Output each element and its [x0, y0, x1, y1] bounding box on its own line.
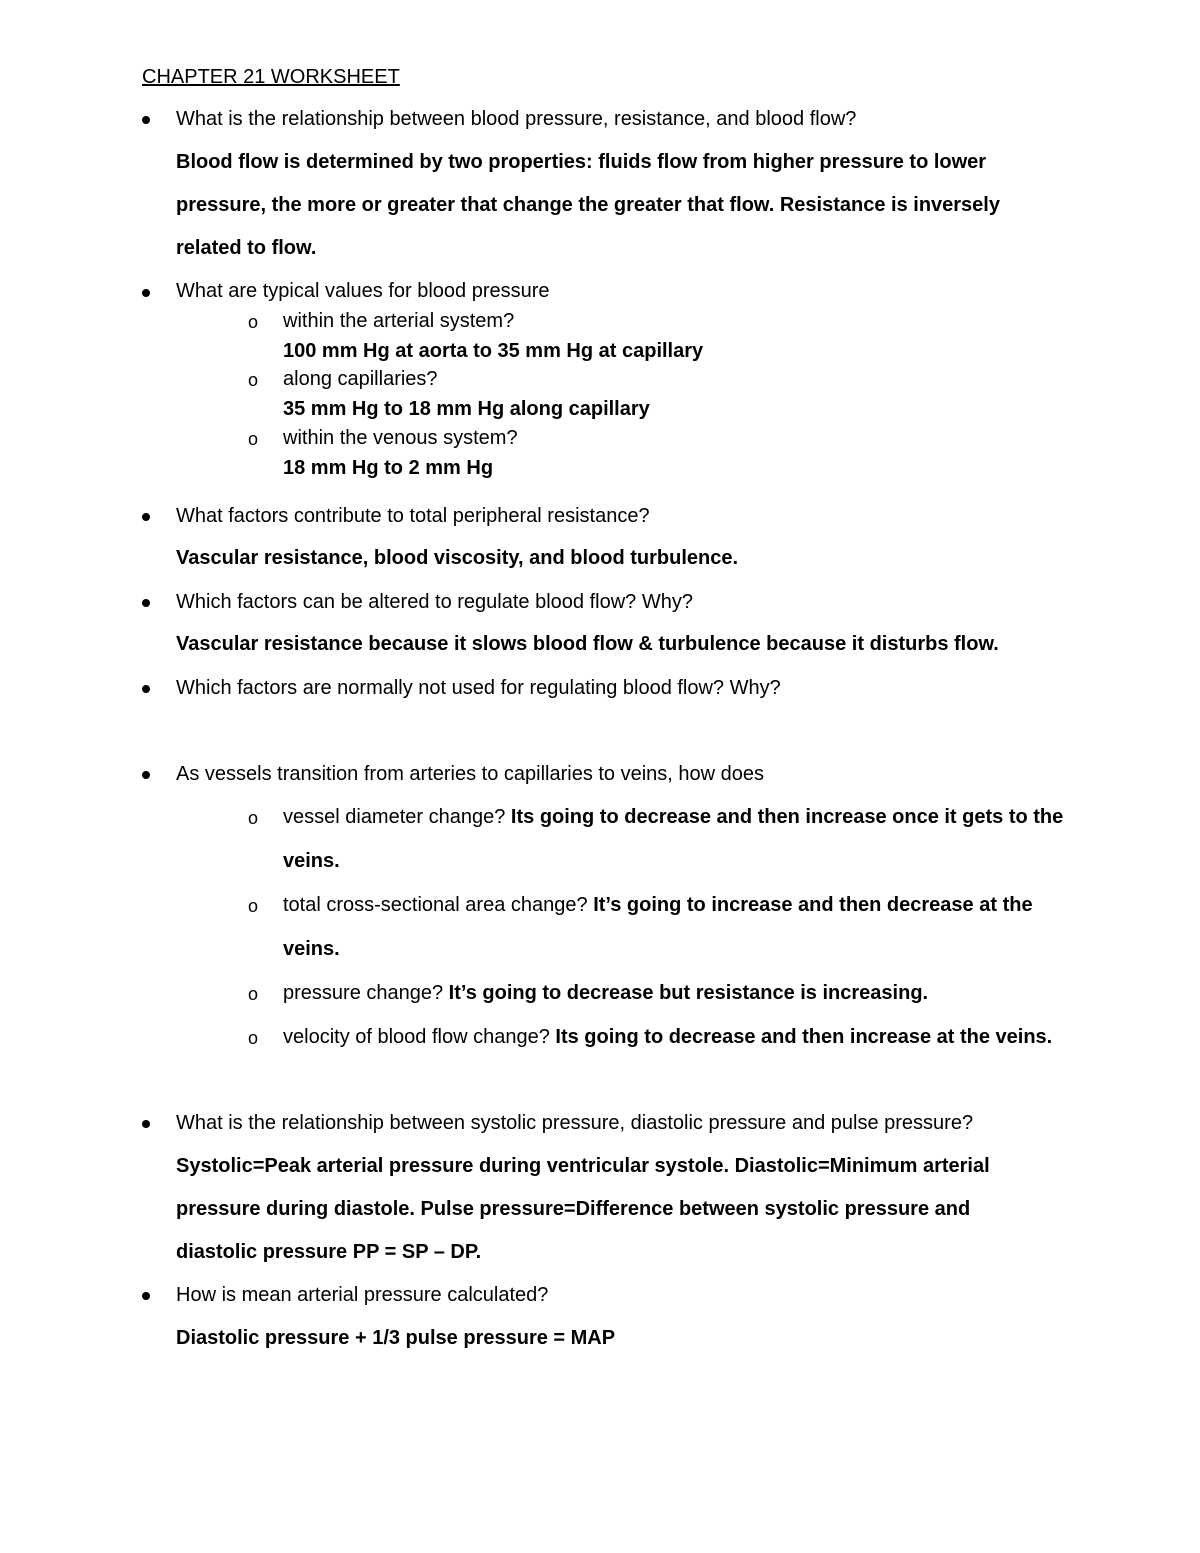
bullet-icon — [142, 599, 150, 607]
answer-6-sub-4: Its going to decrease and then increase at the veins. — [555, 1026, 1053, 1048]
question-2-sub-1: within the arterial system? — [283, 310, 515, 332]
question-7: What is the relationship between systolic pressure, diastolic pressure and pulse pressure? — [176, 1112, 974, 1134]
question-8: How is mean arterial pressure calculated? — [176, 1284, 549, 1306]
answer-2-sub-1: 100 mm Hg at aorta to 35 mm Hg at capillary — [283, 340, 704, 362]
question-6-sub-2-text: total cross-sectional area change? — [283, 894, 594, 916]
bullet-icon — [142, 1120, 150, 1128]
sub-bullet-icon: o — [248, 808, 259, 828]
sub-bullet-icon: o — [248, 896, 259, 916]
page-title: CHAPTER 21 WORKSHEET — [142, 66, 400, 88]
question-6-sub-2 — [283, 883, 1073, 971]
answer-7: Systolic=Peak arterial pressure during ventricular systole. Diastolic=Minimum arterial pressure during diastole. Pulse pressure=Difference between systolic pressure and diastolic pressure PP = SP – DP. — [176, 1155, 990, 1263]
question-6-sub-3 — [283, 971, 1073, 1015]
sub-bullet-icon: o — [248, 370, 259, 390]
answer-3: Vascular resistance, blood viscosity, and blood turbulence. — [176, 547, 739, 569]
question-6-sub-1-text: vessel diameter change? — [283, 806, 511, 828]
question-6-sub-3-text: pressure change? — [283, 982, 449, 1004]
question-2-sub-3: within the venous system? — [283, 427, 518, 449]
bullet-icon — [142, 685, 150, 693]
sub-bullet-icon: o — [248, 312, 259, 332]
question-6: As vessels transition from arteries to capillaries to veins, how does — [176, 763, 765, 785]
sub-bullet-icon: o — [248, 1028, 259, 1048]
answer-1: Blood flow is determined by two properties: fluids flow from higher pressure to lower pressure, the more or greater that change the greater that flow. Resistance is inversely related to flow. — [176, 151, 1000, 259]
question-6-sub-1 — [283, 795, 1073, 883]
answer-6-sub-3: It’s going to decrease but resistance is increasing. — [448, 982, 929, 1004]
answer-6-sub-1: Its going to decrease and then increase once it gets to the veins. — [283, 806, 1064, 872]
bullet-icon — [142, 513, 150, 521]
question-1: What is the relationship between blood pressure, resistance, and blood flow? — [176, 108, 857, 130]
bullet-icon — [142, 116, 150, 124]
answer-2-sub-2: 35 mm Hg to 18 mm Hg along capillary — [283, 398, 650, 420]
question-2: What are typical values for blood pressure — [176, 280, 550, 302]
question-4: Which factors can be altered to regulate blood flow? Why? — [176, 591, 693, 613]
question-2-sub-2: along capillaries? — [283, 368, 438, 390]
question-3: What factors contribute to total peripheral resistance? — [176, 505, 650, 527]
bullet-icon — [142, 771, 150, 779]
bullet-icon — [142, 289, 150, 297]
bullet-icon — [142, 1292, 150, 1300]
sub-bullet-icon: o — [248, 429, 259, 449]
question-6-sub-4-text: velocity of blood flow change? — [283, 1026, 556, 1048]
answer-8: Diastolic pressure + 1/3 pulse pressure = MAP — [176, 1327, 616, 1349]
answer-2-sub-3: 18 mm Hg to 2 mm Hg — [283, 457, 494, 479]
answer-4: Vascular resistance because it slows blood flow & turbulence because it disturbs flow. — [176, 633, 999, 655]
question-6-sub-4 — [283, 1015, 1073, 1059]
question-5: Which factors are normally not used for regulating blood flow? Why? — [176, 677, 781, 699]
answer-6-sub-2: It’s going to increase and then decrease at the veins. — [283, 894, 1033, 960]
sub-bullet-icon: o — [248, 984, 259, 1004]
